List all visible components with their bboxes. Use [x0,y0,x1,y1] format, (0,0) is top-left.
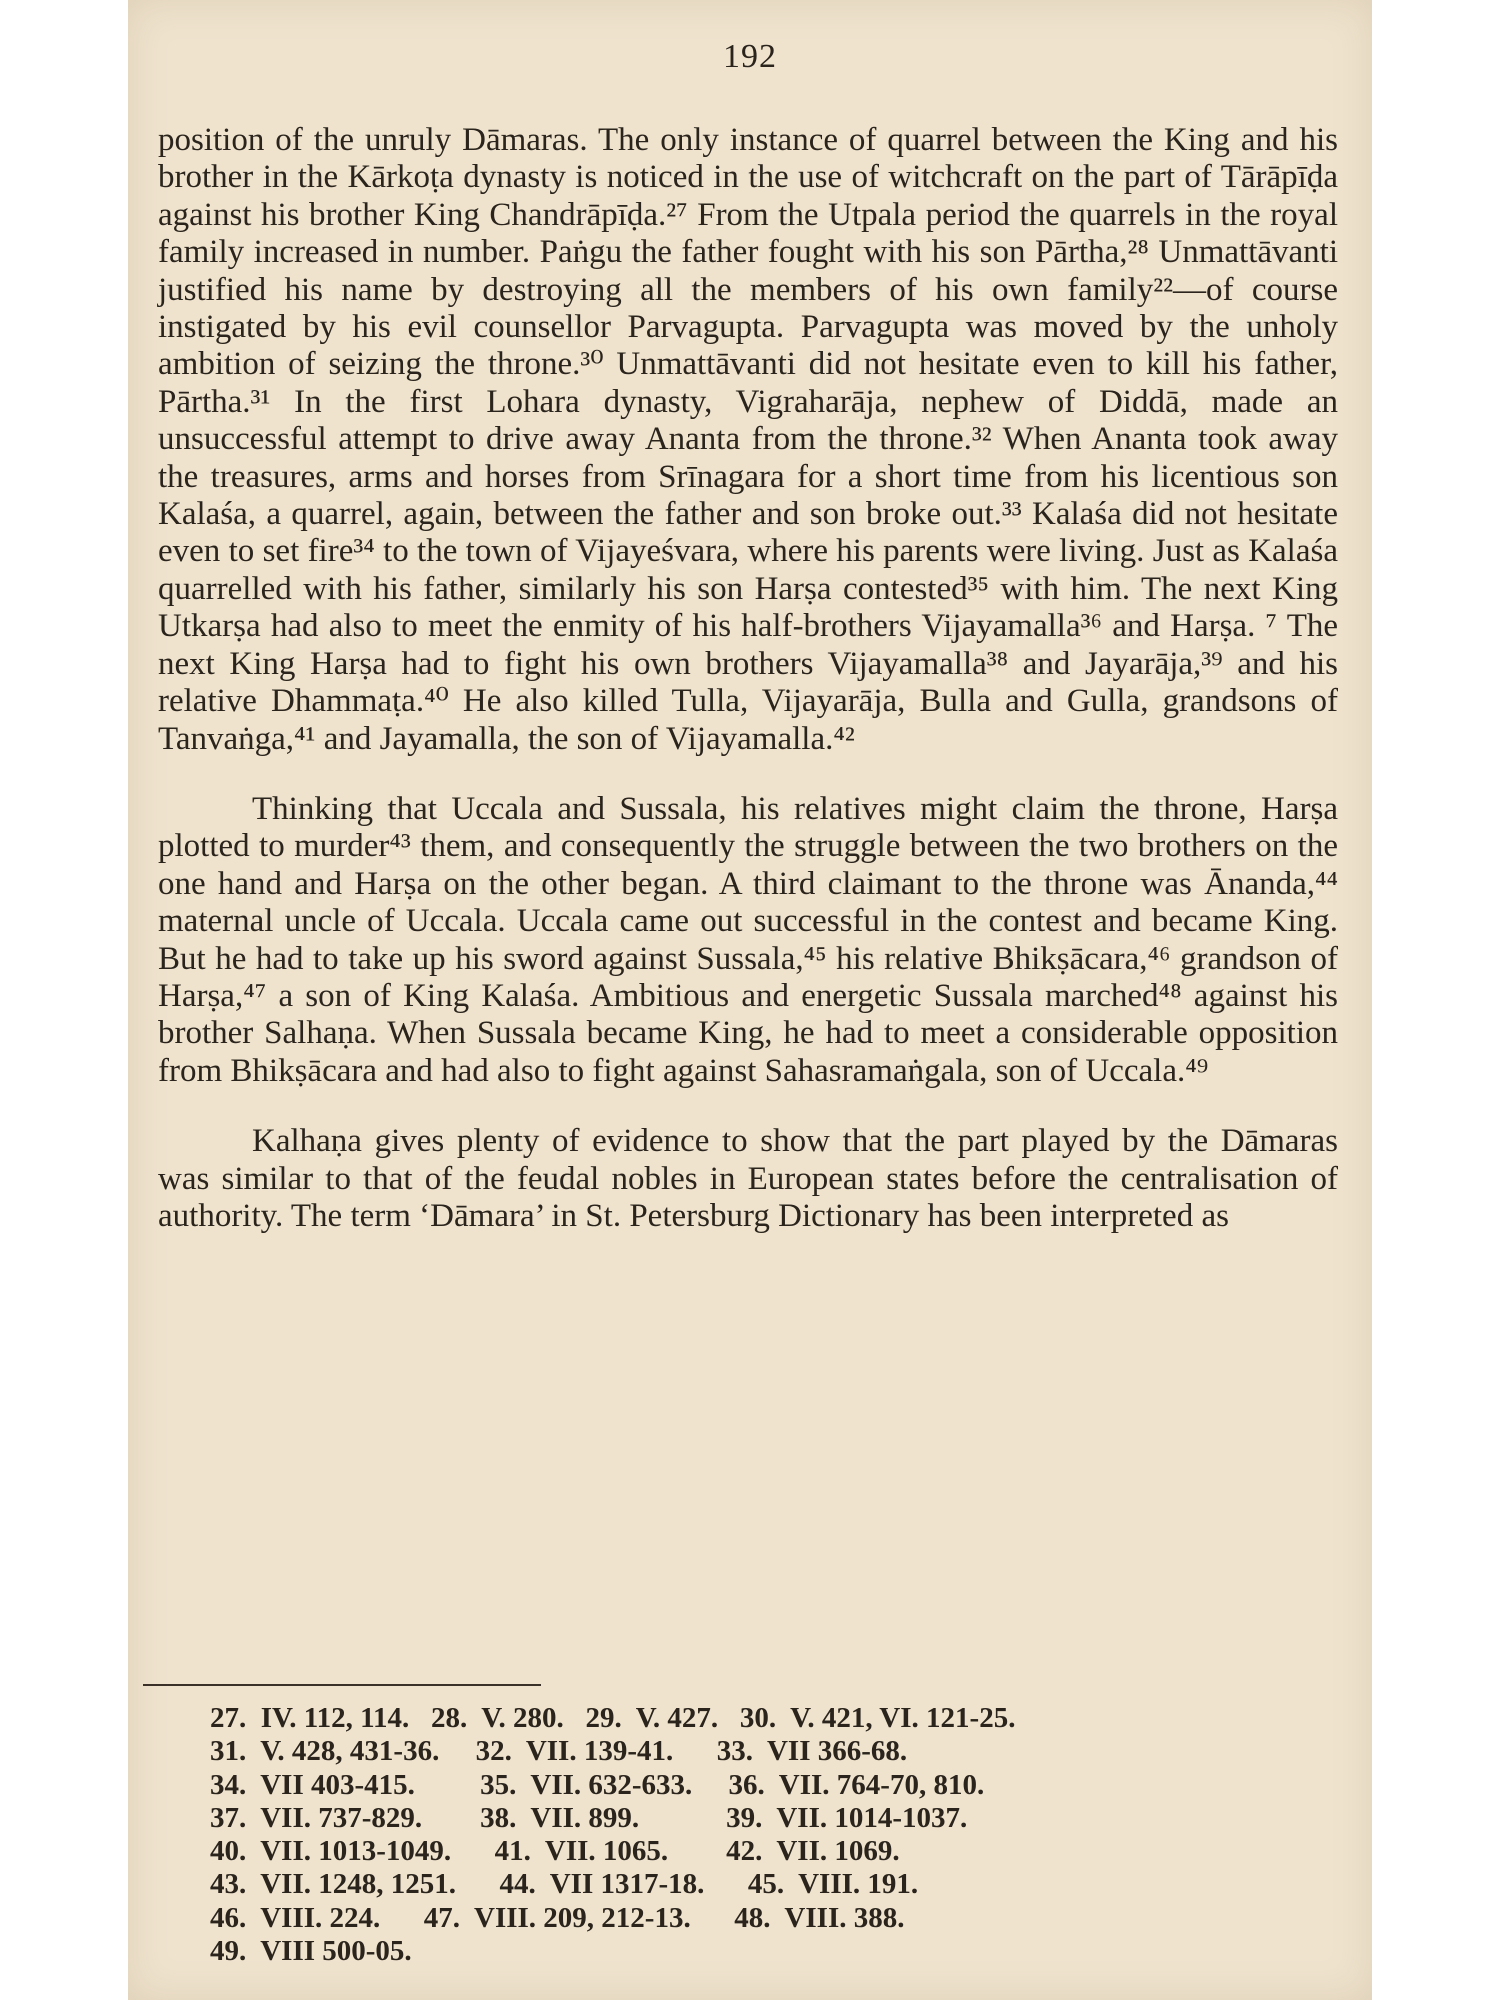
footnote-line: 40. VII. 1013-1049. 41. VII. 1065. 42. VII. 1069. [210,1835,900,1868]
paragraph-1: position of the unruly Dāmaras. The only instance of quarrel between the King and his brother in the Kārkoṭa dynasty is noticed in the use of witchcraft on the part of Tārāpīḍa against his brother King Chandrāpīḍa.²⁷ From the Utpala period the quarrels in the royal family increased in number. Paṅgu the father fought with his son Pārtha,²⁸ Unmattāvanti justified his name by destroying all the members of his own family²²—of course instigated by his evil counsellor Parvagupta. Parvagupta was moved by the unholy ambition of seizing the throne.³⁰ Unmattāvanti did not hesitate even to kill his father, Pārtha.³¹ In the first Lohara dynasty, Vigraharāja, nephew of Diddā, made an unsuccessful attempt to drive away Ananta from the throne.³² When Ananta took away the treasures, arms and horses from Srīnagara for a short time from his licentious son Kalaśa, a quarrel, again, between the father and son broke out.³³ Kalaśa did not hesitate even to set fire³⁴ to the town of Vijayeśvara, where his parents were living. Just as Kalaśa quarrelled with his father, similarly his son Harṣa contested³⁵ with him. The next King Utkarṣa had also to meet the enmity of his half-brothers Vijayamalla³⁶ and Harṣa. ⁷ The next King Harṣa had to fight his own brothers Vijayamalla³⁸ and Jayarāja,³⁹ and his relative Dhammaṭa.⁴⁰ He also killed Tulla, Vijayarāja, Bulla and Gulla, grandsons of Tanvaṅga,⁴¹ and Jayamalla, the son of Vijayamalla.⁴² [158,122,1338,757]
footnote-line: 43. VII. 1248, 1251. 44. VII 1317-18. 45. VIII. 191. [210,1868,919,1901]
book-page [128,0,1372,2000]
footnote-line: 27. IV. 112, 114. 28. V. 280. 29. V. 427. 30. V. 421, VI. 121-25. [210,1702,1016,1734]
footnotes [210,1702,1330,1968]
footnote-divider [143,1684,541,1686]
footnote-line: 46. VIII. 224. 47. VIII. 209, 212-13. 48. VIII. 388. [210,1901,905,1934]
footnote-line: 31. V. 428, 431-36. 32. VII. 139-41. 33. VII 366-68. [210,1735,908,1768]
footnote-line: 37. VII. 737-829. 38. VII. 899. 39. VII. 1014-1037. [210,1801,968,1834]
paragraph-3: Kalhaṇa gives plenty of evidence to show that the part played by the Dāmaras was similar to that of the feudal nobles in European states before the centralisation of authority. The term ‘Dāmara’ in St. Petersburg Dictionary has been interpreted as [158,1123,1338,1234]
paragraph-2: Thinking that Uccala and Sussala, his relatives might claim the throne, Harṣa plotted to murder⁴³ them, and consequently the struggle between the two brothers on the one hand and Harṣa on the other began. A third claimant to the throne was Ānanda,⁴⁴ maternal uncle of Uccala. Uccala came out successful in the contest and became King. But he had to take up his sword against Sussala,⁴⁵ his relative Bhikṣācara,⁴⁶ grandson of Harṣa,⁴⁷ a son of King Kalaśa. Ambitious and energetic Sussala marched⁴⁸ against his brother Salhaṇa. When Sussala became King, he had to meet a considerable opposition from Bhikṣācara and had also to fight against Sahasramaṅgala, son of Uccala.⁴⁹ [158,790,1338,1089]
body-text [158,122,1338,1235]
page-number: 192 [723,38,777,75]
footnote-line: 49. VIII 500-05. [210,1935,412,1968]
footnote-line: 34. VII 403-415. 35. VII. 632-633. 36. VII. 764-70, 810. [210,1768,985,1801]
